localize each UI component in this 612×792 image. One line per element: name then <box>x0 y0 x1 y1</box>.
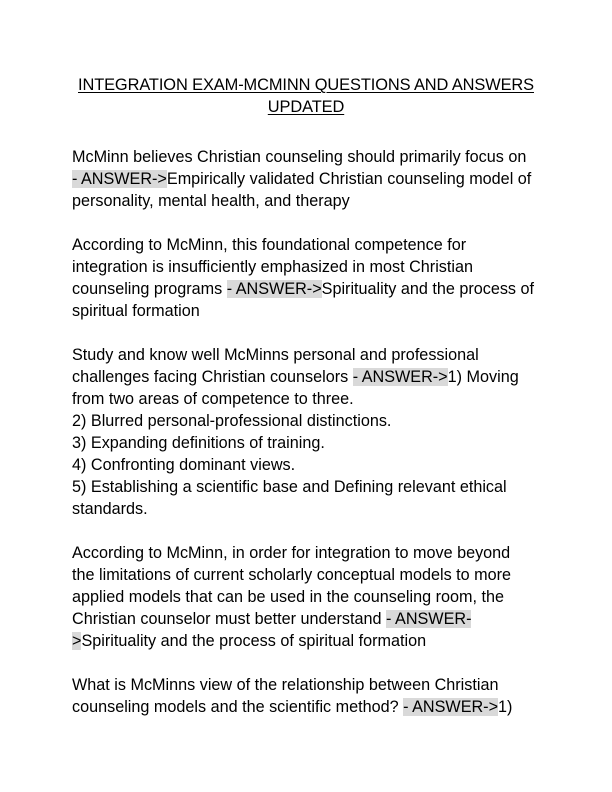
question-text: counseling programs <box>72 280 227 298</box>
answer-line <box>72 608 547 630</box>
qa-item-2 <box>72 234 547 322</box>
qa-item-5 <box>72 674 547 718</box>
answer-text: 1) Moving <box>447 368 519 386</box>
answer-line <box>72 366 547 388</box>
question-text: applied models that can be used in the counseling room, the <box>72 588 504 606</box>
answer-text: standards. <box>72 500 148 518</box>
qa-item-1 <box>72 146 547 212</box>
answer-text: Spirituality and the process of spiritual formation <box>81 632 427 650</box>
answer-text: 3) Expanding definitions of training. <box>72 434 325 452</box>
answer-marker: > <box>72 632 82 650</box>
answer-text: 1) <box>498 698 513 716</box>
answer-text: personality, mental health, and therapy <box>72 192 350 210</box>
answer-text: Empirically validated Christian counseling model of <box>166 170 532 188</box>
question-text: McMinn believes Christian counseling should primarily focus on <box>72 148 527 166</box>
answer-text: 4) Confronting dominant views. <box>72 456 296 474</box>
question-text: Christian counselor must better understand <box>72 610 387 628</box>
document-body <box>72 146 547 740</box>
answer-marker: - ANSWER-> <box>72 170 167 188</box>
question-text: the limitations of current scholarly conceptual models to more <box>72 566 512 584</box>
answer-marker: - ANSWER-> <box>226 280 322 298</box>
answer-marker: - ANSWER- <box>386 610 472 628</box>
answer-line <box>72 278 547 300</box>
answer-line <box>72 630 547 652</box>
qa-item-4 <box>72 542 547 652</box>
answer-line <box>72 696 547 718</box>
answer-text: Spirituality and the process of <box>321 280 535 298</box>
document-title <box>72 74 540 118</box>
qa-item-3 <box>72 344 547 520</box>
question-text: Study and know well McMinns personal and professional <box>72 346 479 364</box>
question-text: challenges facing Christian counselors <box>72 368 353 386</box>
answer-text: spiritual formation <box>72 302 200 320</box>
question-text: According to McMinn, this foundational competence for <box>72 236 467 254</box>
question-text: What is McMinns view of the relationship between Christian <box>72 676 499 694</box>
title-line-1: INTEGRATION EXAM-MCMINN QUESTIONS AND ANSWERS <box>78 76 534 94</box>
question-text: According to McMinn, in order for integration to move beyond <box>72 544 511 562</box>
question-text: integration is insufficiently emphasized in most Christian <box>72 258 473 276</box>
answer-line <box>72 168 547 190</box>
answer-text: 5) Establishing a scientific base and Defining relevant ethical <box>72 478 507 496</box>
answer-marker: - ANSWER-> <box>403 698 499 716</box>
answer-text: 2) Blurred personal-professional distinctions. <box>72 412 392 430</box>
title-line-2: UPDATED <box>267 98 345 116</box>
answer-marker: - ANSWER-> <box>352 368 448 386</box>
question-text: counseling models and the scientific method? <box>72 698 404 716</box>
answer-text: from two areas of competence to three. <box>72 390 354 408</box>
